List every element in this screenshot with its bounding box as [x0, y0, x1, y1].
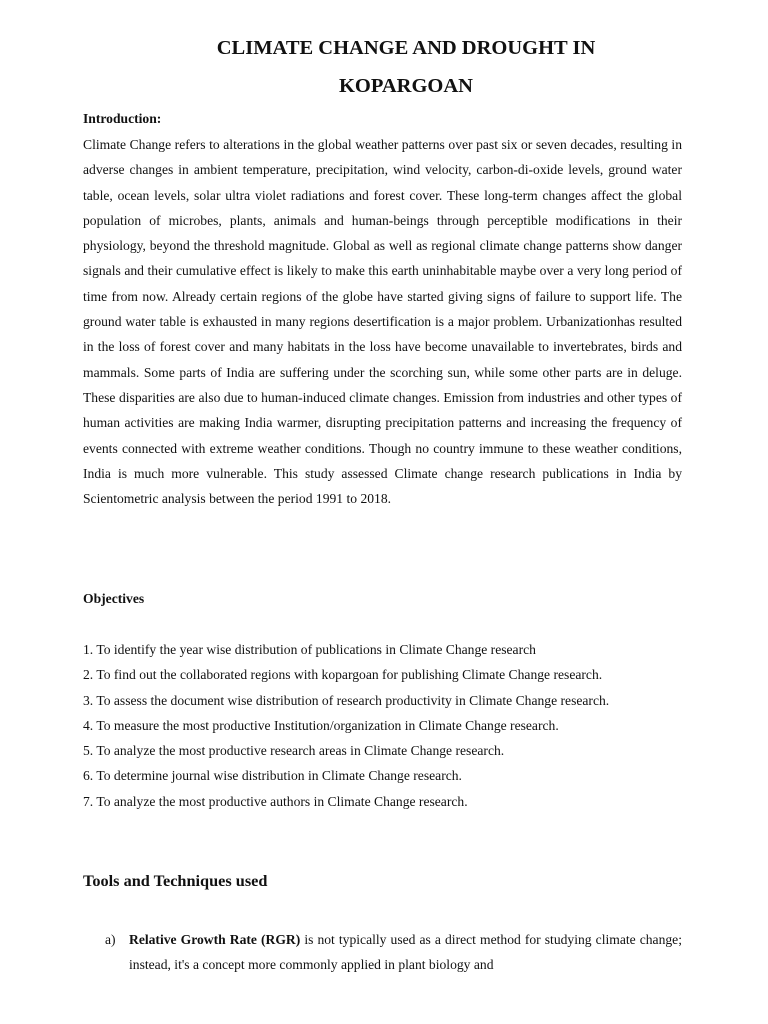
objective-item: 5. To analyze the most productive research areas in Climate Change research. — [83, 743, 505, 759]
objective-item: 3. To assess the document wise distribution of research productivity in Climate Change research. — [83, 692, 610, 708]
introduction-heading: Introduction: — [83, 111, 162, 126]
objective-item: 7. To analyze the most productive authors in Climate Change research. — [83, 793, 468, 809]
objectives-heading: Objectives — [83, 591, 145, 606]
rgr-description: is not typically used as a direct method for studying climate change; instead, it's a concept more commonly applied in plant biology and — [129, 932, 682, 973]
objective-item: 4. To measure the most productive Institution/organization in Climate Change research. — [83, 717, 559, 733]
objectives-list — [83, 637, 682, 814]
tools-heading: Tools and Techniques used — [83, 871, 268, 890]
objective-item: 6. To determine journal wise distribution in Climate Change research. — [83, 768, 462, 784]
tools-list-item — [83, 927, 682, 978]
objective-item: 1. To identify the year wise distribution of publications in Climate Change research — [83, 642, 536, 657]
objective-item: 2. To find out the collaborated regions with kopargoan for publishing Climate Change research. — [83, 667, 603, 683]
rgr-term: Relative Growth Rate (RGR) — [129, 932, 301, 947]
tools-item-text — [129, 927, 682, 978]
document-title-line-2: KOPARGOAN — [338, 75, 473, 97]
introduction-paragraph: Climate Change refers to alterations in the global weather patterns over past six or seven decades, resulting in adverse changes in ambient temperature, precipitation, wind velocity, carbon-di-oxide levels, ground water table, ocean levels, solar ultra violet radiations and forest cover. These long-term changes affect the global population of microbes, plants, animals and human-beings through perceptible modifications in their physiology, beyond the threshold magnitude. Global as well as regional climate change patterns show danger signals and their cumulative effect is likely to make this earth uninhabitable maybe over a very long period of time from now. Already certain regions of the globe have started giving signs of failure to support life. The ground water table is exhausted in many regions desertification is a major problem. Urbanizationhas resulted in the loss of forest cover and many habitats in the loss have become unavailable to invertebrates, birds and mammals. Some parts of India are suffering under the scorching sun, while some other parts are in deluge. These disparities are also due to human-induced climate changes. Emission from industries and other types of human activities are making India warmer, disrupting precipitation patterns and increasing the frequency of events connected with extreme weather conditions. Though no country immune to these weather conditions, India is much more vulnerable. This study assessed Climate change research publications in India by Scientometric analysis between the period 1991 to 2018. — [83, 137, 682, 507]
document-title-line-1: CLIMATE CHANGE AND DROUGHT IN — [216, 37, 596, 59]
list-marker: a) — [105, 932, 116, 947]
